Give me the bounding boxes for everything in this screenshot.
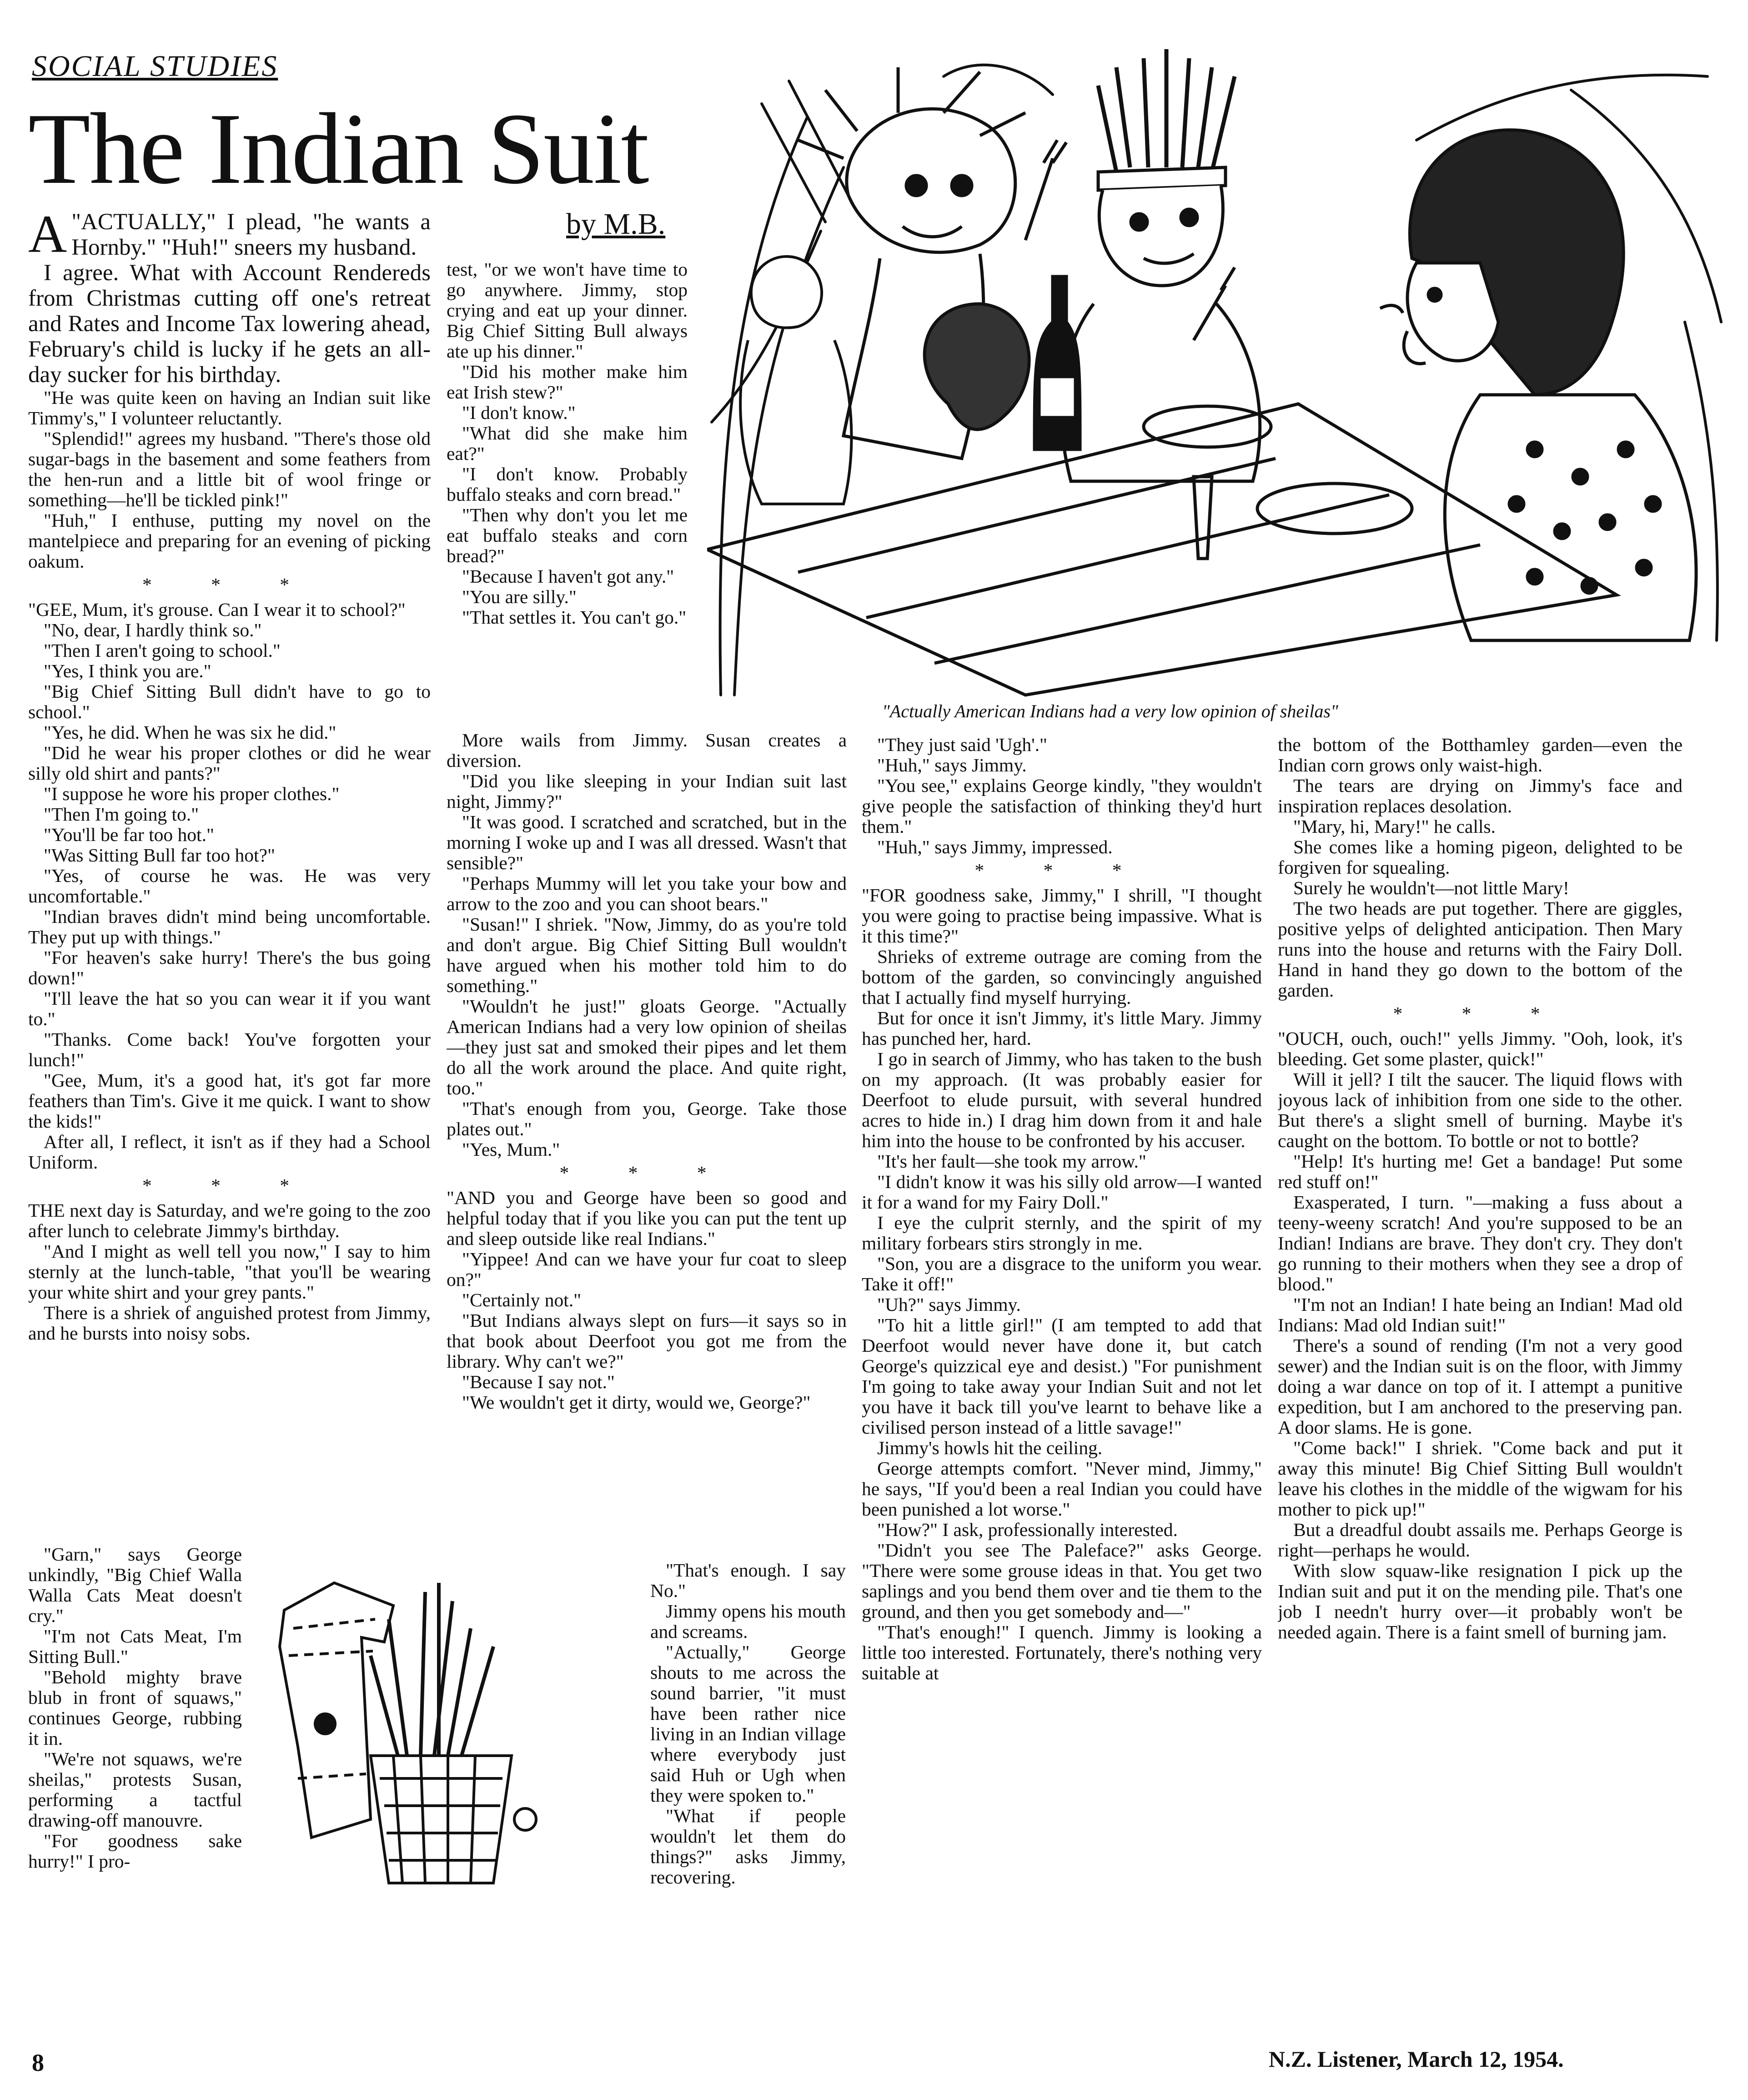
column-1-narrow — [28, 1544, 242, 2008]
paragraph: "Yippee! And can we have your fur coat to sleep on?" — [447, 1249, 847, 1290]
paragraph: "Help! It's hurting me! Get a bandage! Put some red stuff on!" — [1278, 1151, 1683, 1192]
paragraph: "Then I aren't going to school." — [44, 640, 281, 661]
paragraph: She comes like a homing pigeon, delighted to be forgiven for squealing. — [1278, 836, 1683, 878]
paragraph: "Was Sitting Bull far too hot?" — [44, 845, 275, 866]
paragraph: the bottom of the Botthamley garden—even the Indian corn grows only waist-high. — [1278, 735, 1683, 776]
publication-line: N.Z. Listener, March 12, 1954. — [1269, 2046, 1564, 2072]
drop-cap: A — [28, 209, 67, 264]
paragraph: But for once it isn't Jimmy, it's little Mary. Jimmy has punched her, hard. — [862, 1007, 1262, 1049]
paragraph: "Garn," says George unkindly, "Big Chief Walla Walla Cats Meat doesn't cry." — [28, 1544, 242, 1626]
paragraph: "Gee, Mum, it's a good hat, it's got far more feathers than Tim's. Give it me quick. I want to show the kids!" — [28, 1070, 431, 1132]
paragraph: "I'm not Cats Meat, I'm Sitting Bull." — [28, 1626, 242, 1667]
paragraph: "That's enough!" I quench. Jimmy is looking a little too interested. Fortunately, there's nothing very suitable at — [862, 1622, 1262, 1683]
paragraph: Exasperated, I turn. "—making a fuss about a teeny-weeny scratch! And you're supposed to be an Indian! Indians are brave. They don't cry. They don't go running to their mothers when they see a drop of blood." — [1278, 1192, 1683, 1294]
section-break: * * * — [142, 1175, 316, 1196]
paragraph: "Splendid!" agrees my husband. "There's those old sugar-bags in the basement and some feathers from the hen-run and a little bit of wool fringe or something—he'll be tickled pink!" — [28, 428, 431, 510]
paragraph: "Come back!" I shriek. "Come back and put it away this minute! Big Chief Sitting Bull wouldn't leave his clothes in the middle of the wigwam for his mother to pick up!" — [1278, 1437, 1683, 1520]
paragraph: "Wouldn't he just!" gloats George. "Actually American Indians had a very low opinion of sheilas—they just sat and smoked their pipes and let them do all the work around the place. And quite right, too." — [447, 996, 847, 1098]
paragraph: "We're not squaws, we're sheilas," protests Susan, performing a tactful drawing-off manouvre. — [28, 1748, 242, 1831]
lead-paragraph — [28, 209, 431, 264]
paragraph: I agree. What with Account Rendereds from Christmas cutting off one's retreat and Rates and Income Tax lowering ahead, February's child is lucky if he gets an all-day sucker for his birthday. — [28, 260, 431, 388]
section-break: * * * — [974, 860, 1149, 881]
paragraph: Jimmy's howls hit the ceiling. — [877, 1437, 1103, 1458]
paragraph: "It's her fault—she took my arrow." — [877, 1151, 1146, 1172]
paragraph: "No, dear, I hardly think so." — [44, 619, 262, 640]
paragraph: "I don't know. Probably buffalo steaks and corn bread." — [447, 463, 688, 505]
paragraph: There's a sound of rending (I'm not a very good sewer) and the Indian suit is on the floor, with Jimmy doing a war dance on top of it. I attempt a punitive expedition, but I am anchored to the preserving pan. A door slams. He is gone. — [1278, 1335, 1683, 1438]
illustration-caption: "Actually American Indians had a very low opinion of sheilas" — [882, 701, 1338, 721]
paragraph: "Yes, of course he was. He was very uncomfortable." — [28, 865, 431, 906]
paragraph: I eye the culprit sternly, and the spirit of my military forbears stirs strongly in me. — [862, 1212, 1262, 1254]
lead-text: "ACTUALLY," I plead, "he wants a Hornby." "Huh!" sneers my husband. — [71, 209, 431, 260]
paragraph: The two heads are put together. There are giggles, positive yelps of delighted anticipation. Then Mary runs into the house and returns with the Fairy Doll. Hand in hand they go down to the bottom of the garden. — [1278, 898, 1683, 1001]
paragraph: "You'll be far too hot." — [44, 824, 214, 845]
paragraph: "How?" I ask, professionally interested. — [877, 1519, 1178, 1540]
paragraph: "Yes, he did. When he was six he did." — [44, 722, 337, 743]
paragraph: "Then I'm going to." — [44, 804, 199, 825]
paragraph: test, "or we won't have time to go anywhere. Jimmy, stop crying and eat up your dinner. Big Chief Sitting Bull always ate up his dinner." — [447, 259, 688, 362]
paragraph: "Son, you are a disgrace to the uniform you wear. Take it off!" — [862, 1253, 1262, 1294]
column-1 — [28, 209, 431, 1756]
paragraph: "Indian braves didn't mind being uncomfortable. They put up with things." — [28, 906, 431, 947]
paragraph: "Yes, I think you are." — [44, 660, 211, 681]
paragraph: "I'm not an Indian! I hate being an Indian! Mad old Indians: Mad old Indian suit!" — [1278, 1294, 1683, 1335]
paragraph: "Huh," says Jimmy. — [877, 755, 1027, 776]
paragraph: "I'll leave the hat so you can wear it if you want to." — [28, 988, 431, 1029]
family-dinner-illustration — [707, 49, 1726, 700]
paragraph: "Uh?" says Jimmy. — [877, 1294, 1021, 1315]
paragraph: "Huh," says Jimmy, impressed. — [877, 836, 1113, 857]
paragraph: "OUCH, ouch, ouch!" yells Jimmy. "Ooh, look, it's bleeding. Get some plaster, quick!" — [1278, 1028, 1683, 1069]
paragraph: "Yes, Mum." — [462, 1139, 560, 1160]
paragraph: "Thanks. Come back! You've forgotten your lunch!" — [28, 1029, 431, 1070]
paragraph: "Certainly not." — [462, 1289, 582, 1310]
section-label: SOCIAL STUDIES — [32, 50, 278, 83]
column-3 — [862, 735, 1262, 1999]
paragraph: "What if people wouldn't let them do things?" asks Jimmy, recovering. — [650, 1805, 846, 1888]
paragraph: "Didn't you see The Paleface?" asks George. "There were some grouse ideas in that. You get two saplings and you bend them over and tie them to the ground, and then you get somebody and—" — [862, 1540, 1262, 1622]
paragraph: "Susan!" I shriek. "Now, Jimmy, do as you're told and don't argue. Big Chief Sitting Bull wouldn't have argued when his mother told him to do something." — [447, 914, 847, 996]
paragraph: "They just said 'Ugh'." — [877, 735, 1047, 755]
paragraph: "What did she make him eat?" — [447, 423, 688, 464]
paragraph: "Big Chief Sitting Bull didn't have to go to school." — [28, 681, 431, 722]
paragraph: "Behold mighty brave blub in front of squaws," continues George, rubbing it in. — [28, 1667, 242, 1749]
paragraph: "FOR goodness sake, Jimmy," I shrill, "I thought you were going to practise being impassive. What is it this time?" — [862, 885, 1262, 947]
paragraph: Surely he wouldn't—not little Mary! — [1293, 877, 1569, 898]
column-2 — [447, 259, 688, 732]
paragraph: "I didn't know it was his silly old arrow—I wanted it for a wand for my Fairy Doll." — [862, 1171, 1262, 1213]
section-break: * * * — [142, 574, 316, 595]
byline: by M.B. — [566, 207, 666, 241]
paragraph: "That's enough. I say No." — [650, 1560, 846, 1601]
section-break: * * * — [559, 1162, 734, 1183]
paragraph: "It was good. I scratched and scratched, but in the morning I woke up and I was all dressed. Wasn't that sensible?" — [447, 811, 847, 873]
paragraph: "Did his mother make him eat Irish stew?" — [447, 361, 688, 403]
paragraph: The tears are drying on Jimmy's face and inspiration replaces desolation. — [1278, 775, 1683, 816]
column-2-lower — [447, 730, 847, 1562]
paragraph: "Mary, hi, Mary!" he calls. — [1293, 816, 1496, 837]
column-4 — [1278, 735, 1683, 1999]
paragraph: "You are silly." — [462, 586, 577, 607]
paragraph: "For goodness sake hurry!" I pro- — [28, 1830, 242, 1872]
paragraph: I go in search of Jimmy, who has taken to the bush on my approach. (It was probably easier for Deerfoot to elude pursuit, with several hundred acres to hide in.) I drag him down from it and hale him into the house to be confronted by his accuser. — [862, 1048, 1262, 1151]
paragraph: "GEE, Mum, it's grouse. Can I wear it to school?" — [28, 599, 406, 620]
paragraph: More wails from Jimmy. Susan creates a diversion. — [447, 730, 847, 771]
paragraph: "You see," explains George kindly, "they wouldn't give people the satisfaction of thinking they'd hurt them." — [862, 775, 1262, 837]
paragraph: "To hit a little girl!" (I am tempted to add that Deerfoot would never have done it, but catch George's quizzical eye and desist.) "For punishment I'm going to take away your Indian Suit and not let you have it back till you've learnt to behave like a civilised person instead of a little savage!" — [862, 1314, 1262, 1438]
paragraph: "Did he wear his proper clothes or did he wear silly old shirt and pants?" — [28, 742, 431, 784]
page-number: 8 — [32, 2049, 44, 2076]
column-2-narrow — [650, 1560, 846, 1997]
main-illustration — [707, 49, 1726, 700]
paragraph: Shrieks of extreme outrage are coming from the bottom of the garden, so convincingly anguished that I actually find myself hurrying. — [862, 946, 1262, 1008]
paragraph: Will it jell? I tilt the saucer. The liquid flows with joyous lack of inhibition from one side to the other. But there's a slight smell of burning. Maybe it's caught on the bottom. To bottle or not to bottle? — [1278, 1069, 1683, 1151]
paragraph: But a dreadful doubt assails me. Perhaps George is right—perhaps he would. — [1278, 1519, 1683, 1561]
paragraph: "I suppose he wore his proper clothes." — [44, 783, 340, 804]
paragraph: "He was quite keen on having an Indian suit like Timmy's," I volunteer reluctantly. — [28, 387, 431, 428]
paragraph: "Because I say not." — [462, 1371, 615, 1392]
paragraph: Jimmy opens his mouth and screams. — [650, 1601, 846, 1642]
paragraph: "I don't know." — [462, 402, 576, 423]
paragraph: "Huh," I enthuse, putting my novel on the mantelpiece and preparing for an evening of picking oakum. — [28, 510, 431, 572]
paragraph: George attempts comfort. "Never mind, Jimmy," he says, "If you'd been a real Indian you could have been punished a lot worse." — [862, 1458, 1262, 1520]
paragraph: "Did you like sleeping in your Indian suit last night, Jimmy?" — [447, 771, 847, 812]
section-break: * * * — [1393, 1003, 1567, 1024]
paragraph: With slow squaw-like resignation I pick up the Indian suit and put it on the mending pile. That's one job I needn't hurry over—it probably won't be needed again. There is a faint smell of burning jam. — [1278, 1560, 1683, 1642]
paragraph: "We wouldn't get it dirty, would we, George?" — [462, 1392, 811, 1413]
paragraph: "For heaven's sake hurry! There's the bus going down!" — [28, 947, 431, 988]
paragraph: "Because I haven't got any." — [462, 566, 674, 587]
paragraph: "That settles it. You can't go." — [462, 607, 687, 628]
paragraph: There is a shriek of anguished protest from Jimmy, and he bursts into noisy sobs. — [28, 1302, 431, 1344]
article-title: The Indian Suit — [28, 92, 648, 205]
paragraph: "AND you and George have been so good and helpful today that if you like you can put the tent up and sleep outside like real Indians." — [447, 1187, 847, 1249]
paragraph: "But Indians always slept on furs—it says so in that book about Deerfoot you got me from the library. Why can't we?" — [447, 1310, 847, 1372]
paragraph: "Actually," George shouts to me across the sound barrier, "it must have been rather nice living in an Indian village where everybody just said Huh or Ugh when they were spoken to." — [650, 1642, 846, 1806]
paragraph: THE next day is Saturday, and we're going to the zoo after lunch to celebrate Jimmy's birthday. — [28, 1200, 431, 1241]
paragraph: "That's enough from you, George. Take those plates out." — [447, 1098, 847, 1139]
paragraph: "Perhaps Mummy will let you take your bow and arrow to the zoo and you can shoot bears." — [447, 873, 847, 914]
paragraph: "Then why don't you let me eat buffalo steaks and corn bread?" — [447, 504, 688, 566]
paragraph: "And I might as well tell you now," I say to him sternly at the lunch-table, "that you'll be wearing your white shirt and your grey pants." — [28, 1241, 431, 1303]
paragraph: After all, I reflect, it isn't as if they had a School Uniform. — [28, 1131, 431, 1173]
